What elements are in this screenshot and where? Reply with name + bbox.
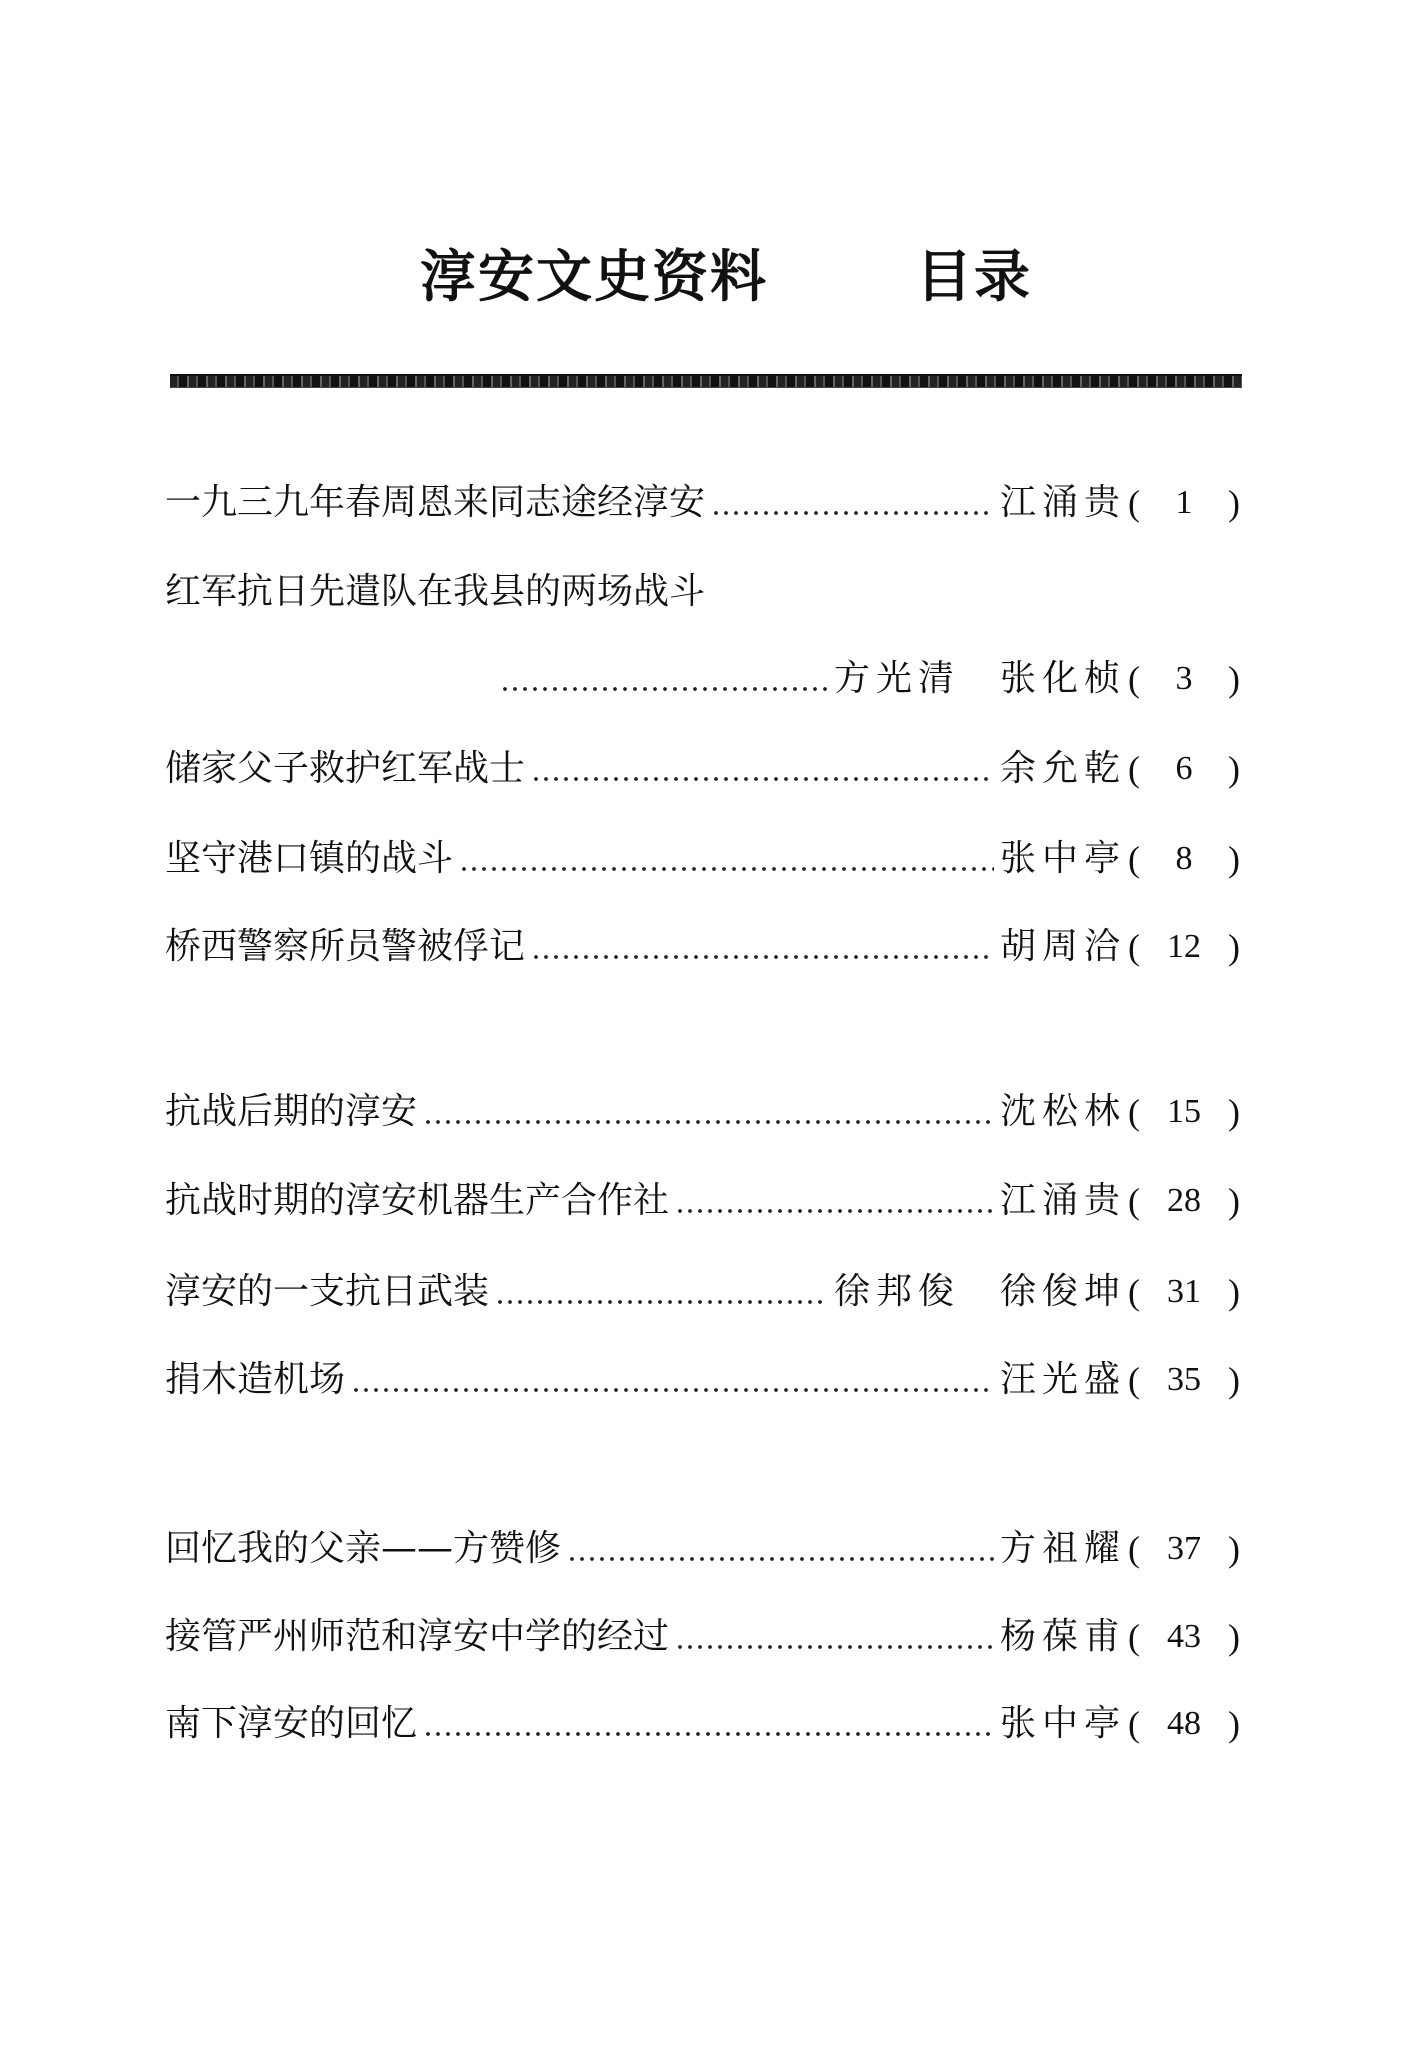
- entry-author: 张中亭: [999, 838, 1126, 879]
- toc-entry[interactable]: [165, 740, 1240, 798]
- entry-author: 方祖耀: [999, 1528, 1126, 1569]
- dot-leader: [531, 918, 994, 976]
- book-title: 淳安文史资料: [420, 245, 768, 310]
- toc-entry[interactable]: [165, 830, 1240, 888]
- entry-author-second: 徐俊坤: [999, 1271, 1126, 1312]
- page-number: 1: [1175, 484, 1193, 521]
- dot-leader: [423, 1695, 994, 1753]
- toc-entry[interactable]: [165, 1695, 1240, 1753]
- page-number: 3: [1175, 660, 1193, 697]
- toc-entry-title-line[interactable]: [165, 563, 705, 621]
- page-number: 28: [1167, 1182, 1201, 1219]
- page-reference: ( 35 ): [1128, 1351, 1240, 1409]
- page-number: 6: [1175, 750, 1193, 787]
- entry-title: 抗战后期的淳安: [165, 1091, 418, 1132]
- entry-author: 张中亭: [999, 1703, 1126, 1744]
- dot-leader: [423, 1083, 994, 1141]
- page-reference: ( 28 ): [1128, 1172, 1240, 1230]
- toc-entry[interactable]: [165, 1172, 1240, 1230]
- entry-author: 胡周洽: [999, 926, 1126, 967]
- entry-title: 一九三九年春周恩来同志途经淳安: [165, 482, 706, 523]
- contents-heading: 目录: [916, 245, 1032, 310]
- entry-title: 回忆我的父亲——方赞修: [165, 1528, 562, 1569]
- toc-entry[interactable]: [165, 1351, 1240, 1409]
- dot-leader: [711, 474, 994, 532]
- dot-leader: [351, 1351, 994, 1409]
- page-number: 43: [1167, 1618, 1201, 1655]
- entry-author-second: 张化桢: [999, 658, 1126, 699]
- dot-leader: [675, 1172, 994, 1230]
- page-reference: ( 3 ): [1128, 650, 1240, 708]
- page-reference: ( 48 ): [1128, 1695, 1240, 1753]
- dot-leader: [500, 650, 828, 708]
- toc-entry[interactable]: [165, 1263, 1240, 1321]
- page-number: 48: [1167, 1705, 1201, 1742]
- page-number: 35: [1167, 1361, 1201, 1398]
- dot-leader: [567, 1520, 994, 1578]
- page-number: 12: [1167, 928, 1201, 965]
- entry-title: 红军抗日先遣队在我县的两场战斗: [165, 571, 706, 612]
- page-reference: ( 6 ): [1128, 740, 1240, 798]
- dot-leader: [531, 740, 994, 798]
- dot-leader: [495, 1263, 828, 1321]
- entry-title: 接管严州师范和淳安中学的经过: [165, 1616, 670, 1657]
- entry-author: 杨葆甫: [999, 1616, 1126, 1657]
- page-reference: ( 43 ): [1128, 1608, 1240, 1666]
- dot-leader: [459, 830, 994, 888]
- dot-leader: [675, 1608, 994, 1666]
- page-reference: ( 37 ): [1128, 1520, 1240, 1578]
- entry-author: 余允乾: [999, 748, 1126, 789]
- entry-title: 桥西警察所员警被俘记: [165, 926, 526, 967]
- toc-entry-continuation[interactable]: [500, 650, 1240, 708]
- toc-entry[interactable]: [165, 918, 1240, 976]
- entry-title: 储家父子救护红军战士: [165, 748, 526, 789]
- entry-author: 江涌贵: [999, 482, 1126, 523]
- entry-title: 淳安的一支抗日武装: [165, 1271, 490, 1312]
- entry-title: 抗战时期的淳安机器生产合作社: [165, 1180, 670, 1221]
- entry-author: 徐邦俊: [833, 1271, 960, 1312]
- page-number: 15: [1167, 1093, 1201, 1130]
- page-number: 37: [1167, 1530, 1201, 1567]
- page-reference: ( 31 ): [1128, 1263, 1240, 1321]
- page-reference: ( 12 ): [1128, 918, 1240, 976]
- entry-author: 方光清: [833, 658, 960, 699]
- entry-title: 捐木造机场: [165, 1359, 346, 1400]
- toc-entry[interactable]: [165, 1608, 1240, 1666]
- toc-entry[interactable]: [165, 1520, 1240, 1578]
- entry-author: 沈松林: [999, 1091, 1126, 1132]
- page-number: 31: [1167, 1273, 1201, 1310]
- toc-entry[interactable]: [165, 1083, 1240, 1141]
- entry-title: 南下淳安的回忆: [165, 1703, 418, 1744]
- page-reference: ( 15 ): [1128, 1083, 1240, 1141]
- toc-entry[interactable]: [165, 474, 1240, 532]
- page-reference: ( 1 ): [1128, 474, 1240, 532]
- page-number: 8: [1175, 840, 1193, 877]
- page-reference: ( 8 ): [1128, 830, 1240, 888]
- entry-author: 江涌贵: [999, 1180, 1126, 1221]
- entry-title: 坚守港口镇的战斗: [165, 838, 454, 879]
- entry-author: 汪光盛: [999, 1359, 1126, 1400]
